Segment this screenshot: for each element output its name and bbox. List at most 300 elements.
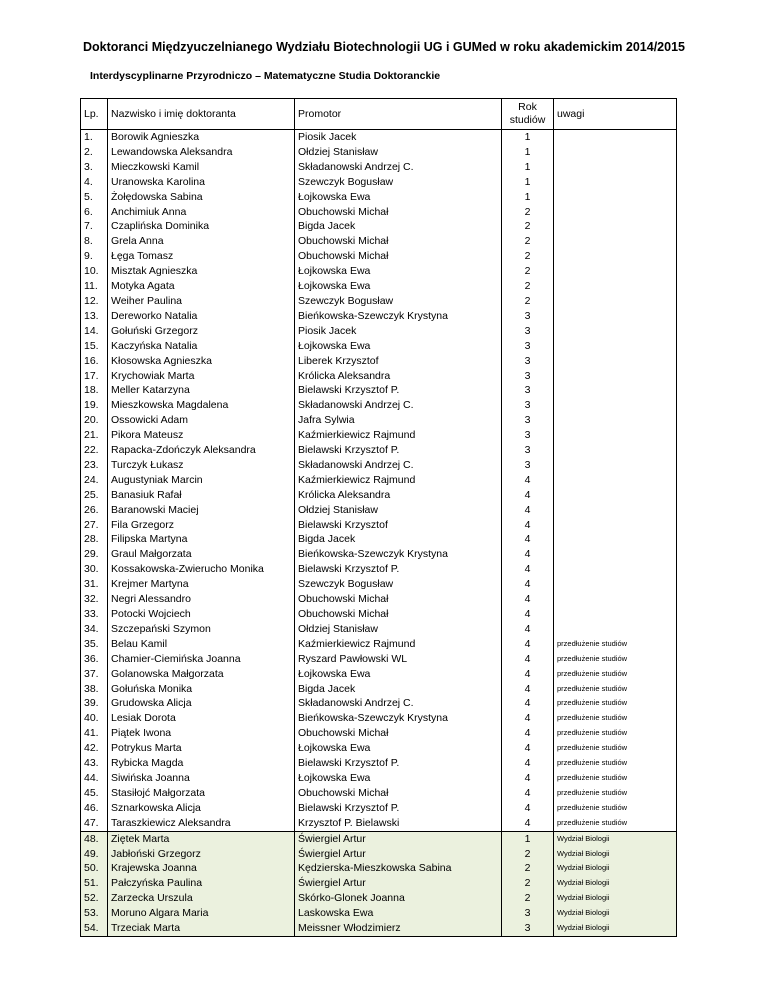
cell-uwagi [554,458,677,473]
cell-uwagi: przedłużenie studiów [554,801,677,816]
cell-name: Grudowska Alicja [108,696,295,711]
cell-name: Mieszkowska Magdalena [108,398,295,413]
table-row [81,249,677,264]
cell-uwagi: Wydział Biologii [554,906,677,921]
cell-promotor: Bielawski Krzysztof P. [295,383,502,398]
cell-promotor: Łojkowska Ewa [295,667,502,682]
cell-promotor: Składanowski Andrzej C. [295,398,502,413]
cell-name: Krejmer Martyna [108,577,295,592]
cell-name: Belau Kamil [108,637,295,652]
cell-rok: 1 [502,190,554,205]
cell-rok: 2 [502,876,554,891]
header-rok: Rok studiów [502,99,554,130]
cell-uwagi [554,205,677,220]
cell-promotor: Bigda Jacek [295,219,502,234]
cell-rok: 4 [502,562,554,577]
cell-promotor: Bigda Jacek [295,682,502,697]
cell-rok: 3 [502,458,554,473]
header-uwagi: uwagi [554,99,677,130]
cell-rok: 4 [502,637,554,652]
cell-promotor: Obuchowski Michał [295,607,502,622]
cell-uwagi: przedłużenie studiów [554,667,677,682]
cell-uwagi [554,413,677,428]
cell-promotor: Obuchowski Michał [295,249,502,264]
cell-lp: 16. [81,354,108,369]
table-row [81,831,677,846]
cell-rok: 4 [502,473,554,488]
cell-rok: 1 [502,831,554,846]
cell-name: Fila Grzegorz [108,518,295,533]
cell-rok: 1 [502,130,554,145]
cell-rok: 4 [502,503,554,518]
cell-name: Jabłoński Grzegorz [108,847,295,862]
cell-uwagi: przedłużenie studiów [554,711,677,726]
cell-promotor: Składanowski Andrzej C. [295,458,502,473]
cell-lp: 2. [81,145,108,160]
table-row [81,801,677,816]
cell-promotor: Kędzierska-Mieszkowska Sabina [295,861,502,876]
cell-rok: 2 [502,205,554,220]
cell-uwagi [554,264,677,279]
table-row [81,547,677,562]
cell-promotor: Bieńkowska-Szewczyk Krystyna [295,309,502,324]
table-row [81,279,677,294]
cell-name: Kaczyńska Natalia [108,339,295,354]
cell-uwagi: przedłużenie studiów [554,696,677,711]
cell-uwagi [554,130,677,145]
cell-name: Szczepański Szymon [108,622,295,637]
cell-promotor: Bielawski Krzysztof P. [295,562,502,577]
cell-promotor: Obuchowski Michał [295,786,502,801]
cell-lp: 22. [81,443,108,458]
cell-lp: 15. [81,339,108,354]
cell-rok: 4 [502,622,554,637]
cell-name: Potrykus Marta [108,741,295,756]
cell-uwagi [554,339,677,354]
table-row [81,592,677,607]
cell-promotor: Obuchowski Michał [295,592,502,607]
table-row [81,771,677,786]
cell-promotor: Królicka Aleksandra [295,488,502,503]
cell-rok: 4 [502,801,554,816]
cell-rok: 2 [502,249,554,264]
cell-promotor: Piosik Jacek [295,324,502,339]
table-row [81,607,677,622]
cell-name: Gołuńska Monika [108,682,295,697]
table-row [81,696,677,711]
cell-uwagi: przedłużenie studiów [554,637,677,652]
cell-promotor: Piosik Jacek [295,130,502,145]
cell-name: Sznarkowska Alicja [108,801,295,816]
table-row [81,190,677,205]
cell-lp: 19. [81,398,108,413]
cell-uwagi: Wydział Biologii [554,861,677,876]
cell-rok: 3 [502,413,554,428]
cell-rok: 3 [502,428,554,443]
cell-promotor: Ryszard Pawłowski WL [295,652,502,667]
table-row [81,518,677,533]
cell-lp: 42. [81,741,108,756]
cell-rok: 2 [502,891,554,906]
header-name: Nazwisko i imię doktoranta [108,99,295,130]
cell-name: Siwińska Joanna [108,771,295,786]
cell-lp: 53. [81,906,108,921]
cell-rok: 3 [502,906,554,921]
cell-name: Krajewska Joanna [108,861,295,876]
cell-name: Krychowiak Marta [108,369,295,384]
header-lp: Lp. [81,99,108,130]
cell-uwagi [554,354,677,369]
cell-uwagi [554,503,677,518]
cell-name: Czaplińska Dominika [108,219,295,234]
cell-rok: 4 [502,816,554,831]
cell-uwagi [554,488,677,503]
cell-lp: 51. [81,876,108,891]
cell-uwagi [554,160,677,175]
cell-name: Meller Katarzyna [108,383,295,398]
cell-name: Borowik Agnieszka [108,130,295,145]
cell-rok: 4 [502,518,554,533]
cell-lp: 20. [81,413,108,428]
cell-rok: 4 [502,786,554,801]
cell-name: Ossowicki Adam [108,413,295,428]
cell-rok: 2 [502,234,554,249]
cell-promotor: Ołdziej Stanisław [295,622,502,637]
table-row [81,711,677,726]
cell-promotor: Łojkowska Ewa [295,279,502,294]
cell-lp: 9. [81,249,108,264]
cell-name: Pałczyńska Paulina [108,876,295,891]
cell-uwagi [554,190,677,205]
table-row [81,264,677,279]
cell-lp: 32. [81,592,108,607]
cell-promotor: Szewczyk Bogusław [295,294,502,309]
cell-rok: 4 [502,711,554,726]
cell-promotor: Meissner Włodzimierz [295,921,502,936]
cell-uwagi [554,518,677,533]
table-row [81,876,677,891]
table-row [81,667,677,682]
table-row [81,324,677,339]
table-row [81,160,677,175]
cell-uwagi [554,383,677,398]
cell-name: Motyka Agata [108,279,295,294]
cell-lp: 33. [81,607,108,622]
cell-rok: 3 [502,921,554,936]
cell-uwagi: przedłużenie studiów [554,726,677,741]
cell-promotor: Bielawski Krzysztof P. [295,801,502,816]
cell-rok: 4 [502,696,554,711]
cell-lp: 44. [81,771,108,786]
cell-name: Dereworko Natalia [108,309,295,324]
cell-name: Graul Małgorzata [108,547,295,562]
cell-promotor: Szewczyk Bogusław [295,175,502,190]
cell-lp: 24. [81,473,108,488]
table-row [81,488,677,503]
table-row [81,532,677,547]
cell-uwagi [554,428,677,443]
table-row [81,205,677,220]
cell-lp: 11. [81,279,108,294]
cell-name: Piątek Iwona [108,726,295,741]
table-row [81,921,677,936]
cell-promotor: Bielawski Krzysztof P. [295,443,502,458]
table-row [81,756,677,771]
cell-name: Weiher Paulina [108,294,295,309]
table-row [81,398,677,413]
cell-lp: 18. [81,383,108,398]
cell-rok: 3 [502,354,554,369]
cell-lp: 40. [81,711,108,726]
cell-name: Turczyk Łukasz [108,458,295,473]
table-row [81,861,677,876]
table-row [81,891,677,906]
cell-lp: 37. [81,667,108,682]
cell-promotor: Jafra Sylwia [295,413,502,428]
cell-uwagi: Wydział Biologii [554,921,677,936]
cell-rok: 1 [502,175,554,190]
table-row [81,145,677,160]
cell-promotor: Kaźmierkiewicz Rajmund [295,428,502,443]
cell-promotor: Krzysztof P. Bielawski [295,816,502,831]
cell-lp: 1. [81,130,108,145]
page-subtitle: Interdyscyplinarne Przyrodniczo – Matematyczne Studia Doktoranckie [90,70,441,82]
cell-lp: 50. [81,861,108,876]
cell-name: Augustyniak Marcin [108,473,295,488]
cell-lp: 5. [81,190,108,205]
cell-lp: 39. [81,696,108,711]
cell-rok: 3 [502,443,554,458]
cell-name: Potocki Wojciech [108,607,295,622]
cell-name: Misztak Agnieszka [108,264,295,279]
cell-uwagi [554,562,677,577]
cell-name: Ziętek Marta [108,831,295,846]
table-row [81,637,677,652]
cell-name: Uranowska Karolina [108,175,295,190]
cell-uwagi: Wydział Biologii [554,891,677,906]
cell-lp: 48. [81,831,108,846]
table-row [81,786,677,801]
table-row [81,294,677,309]
cell-uwagi: Wydział Biologii [554,831,677,846]
cell-uwagi [554,145,677,160]
cell-uwagi: przedłużenie studiów [554,741,677,756]
table-row [81,130,677,145]
table-row [81,383,677,398]
cell-promotor: Bigda Jacek [295,532,502,547]
table-row [81,234,677,249]
cell-promotor: Bielawski Krzysztof [295,518,502,533]
cell-promotor: Kaźmierkiewicz Rajmund [295,637,502,652]
cell-name: Lewandowska Aleksandra [108,145,295,160]
cell-rok: 2 [502,861,554,876]
cell-rok: 4 [502,667,554,682]
cell-name: Anchimiuk Anna [108,205,295,220]
cell-promotor: Obuchowski Michał [295,234,502,249]
cell-rok: 4 [502,652,554,667]
cell-rok: 1 [502,145,554,160]
cell-uwagi [554,175,677,190]
table-row [81,354,677,369]
cell-promotor: Bieńkowska-Szewczyk Krystyna [295,711,502,726]
cell-uwagi: przedłużenie studiów [554,771,677,786]
cell-promotor: Kaźmierkiewicz Rajmund [295,473,502,488]
table-row [81,847,677,862]
cell-lp: 3. [81,160,108,175]
cell-promotor: Składanowski Andrzej C. [295,696,502,711]
table-row [81,473,677,488]
cell-uwagi [554,592,677,607]
cell-lp: 54. [81,921,108,936]
cell-lp: 14. [81,324,108,339]
cell-name: Żołędowska Sabina [108,190,295,205]
cell-uwagi [554,532,677,547]
cell-uwagi [554,279,677,294]
cell-lp: 8. [81,234,108,249]
cell-uwagi: Wydział Biologii [554,876,677,891]
cell-uwagi: przedłużenie studiów [554,756,677,771]
cell-name: Baranowski Maciej [108,503,295,518]
cell-rok: 4 [502,488,554,503]
cell-promotor: Liberek Krzysztof [295,354,502,369]
cell-lp: 52. [81,891,108,906]
cell-lp: 21. [81,428,108,443]
cell-rok: 3 [502,369,554,384]
cell-uwagi [554,234,677,249]
cell-name: Stasiłojć Małgorzata [108,786,295,801]
cell-name: Moruno Algara Maria [108,906,295,921]
cell-lp: 41. [81,726,108,741]
cell-lp: 49. [81,847,108,862]
cell-rok: 2 [502,279,554,294]
cell-name: Gołuński Grzegorz [108,324,295,339]
cell-name: Rybicka Magda [108,756,295,771]
cell-rok: 4 [502,532,554,547]
cell-rok: 3 [502,339,554,354]
cell-promotor: Łojkowska Ewa [295,741,502,756]
cell-uwagi [554,622,677,637]
cell-rok: 2 [502,264,554,279]
table-row [81,622,677,637]
cell-lp: 34. [81,622,108,637]
cell-rok: 1 [502,160,554,175]
doctoral-students-table [80,98,677,937]
cell-rok: 2 [502,847,554,862]
table-row [81,369,677,384]
cell-lp: 25. [81,488,108,503]
cell-name: Filipska Martyna [108,532,295,547]
table-row [81,562,677,577]
cell-name: Pikora Mateusz [108,428,295,443]
cell-lp: 13. [81,309,108,324]
cell-lp: 38. [81,682,108,697]
cell-lp: 28. [81,532,108,547]
cell-promotor: Laskowska Ewa [295,906,502,921]
cell-rok: 4 [502,726,554,741]
cell-promotor: Ołdziej Stanisław [295,145,502,160]
cell-promotor: Bielawski Krzysztof P. [295,756,502,771]
cell-name: Chamier-Ciemińska Joanna [108,652,295,667]
cell-name: Taraszkiewicz Aleksandra [108,816,295,831]
cell-rok: 4 [502,607,554,622]
cell-lp: 12. [81,294,108,309]
cell-uwagi [554,607,677,622]
cell-rok: 2 [502,294,554,309]
cell-promotor: Świergiel Artur [295,876,502,891]
cell-rok: 2 [502,219,554,234]
cell-promotor: Skórko-Glonek Joanna [295,891,502,906]
table-row [81,413,677,428]
cell-rok: 3 [502,398,554,413]
cell-uwagi [554,219,677,234]
cell-uwagi [554,324,677,339]
cell-lp: 7. [81,219,108,234]
page-title: Doktoranci Międzyuczelnianego Wydziału Biotechnologii UG i GUMed w roku akademickim 2014/2015 [82,40,685,54]
cell-lp: 35. [81,637,108,652]
cell-uwagi: przedłużenie studiów [554,652,677,667]
cell-promotor: Świergiel Artur [295,847,502,862]
cell-lp: 17. [81,369,108,384]
table-row [81,577,677,592]
header-promotor: Promotor [295,99,502,130]
cell-rok: 4 [502,577,554,592]
cell-name: Golanowska Małgorzata [108,667,295,682]
table-row [81,652,677,667]
cell-lp: 30. [81,562,108,577]
cell-rok: 3 [502,324,554,339]
cell-lp: 47. [81,816,108,831]
cell-name: Trzeciak Marta [108,921,295,936]
table-row [81,443,677,458]
cell-rok: 3 [502,309,554,324]
cell-rok: 4 [502,741,554,756]
table-row [81,175,677,190]
cell-promotor: Królicka Aleksandra [295,369,502,384]
cell-promotor: Obuchowski Michał [295,205,502,220]
cell-lp: 29. [81,547,108,562]
cell-rok: 4 [502,682,554,697]
cell-lp: 6. [81,205,108,220]
cell-uwagi: przedłużenie studiów [554,682,677,697]
cell-promotor: Szewczyk Bogusław [295,577,502,592]
cell-promotor: Łojkowska Ewa [295,771,502,786]
cell-uwagi: przedłużenie studiów [554,816,677,831]
table-row [81,219,677,234]
cell-uwagi [554,473,677,488]
table-row [81,906,677,921]
cell-rok: 3 [502,383,554,398]
cell-uwagi [554,398,677,413]
table-row [81,339,677,354]
table-row [81,428,677,443]
cell-lp: 23. [81,458,108,473]
cell-name: Mieczkowski Kamil [108,160,295,175]
cell-name: Lesiak Dorota [108,711,295,726]
cell-promotor: Bieńkowska-Szewczyk Krystyna [295,547,502,562]
table-row [81,741,677,756]
cell-name: Kłosowska Agnieszka [108,354,295,369]
cell-lp: 4. [81,175,108,190]
cell-promotor: Składanowski Andrzej C. [295,160,502,175]
table-row [81,503,677,518]
table-header-row [81,99,677,130]
table-row [81,816,677,831]
cell-uwagi [554,369,677,384]
cell-promotor: Łojkowska Ewa [295,339,502,354]
cell-rok: 4 [502,771,554,786]
cell-uwagi [554,249,677,264]
cell-lp: 26. [81,503,108,518]
